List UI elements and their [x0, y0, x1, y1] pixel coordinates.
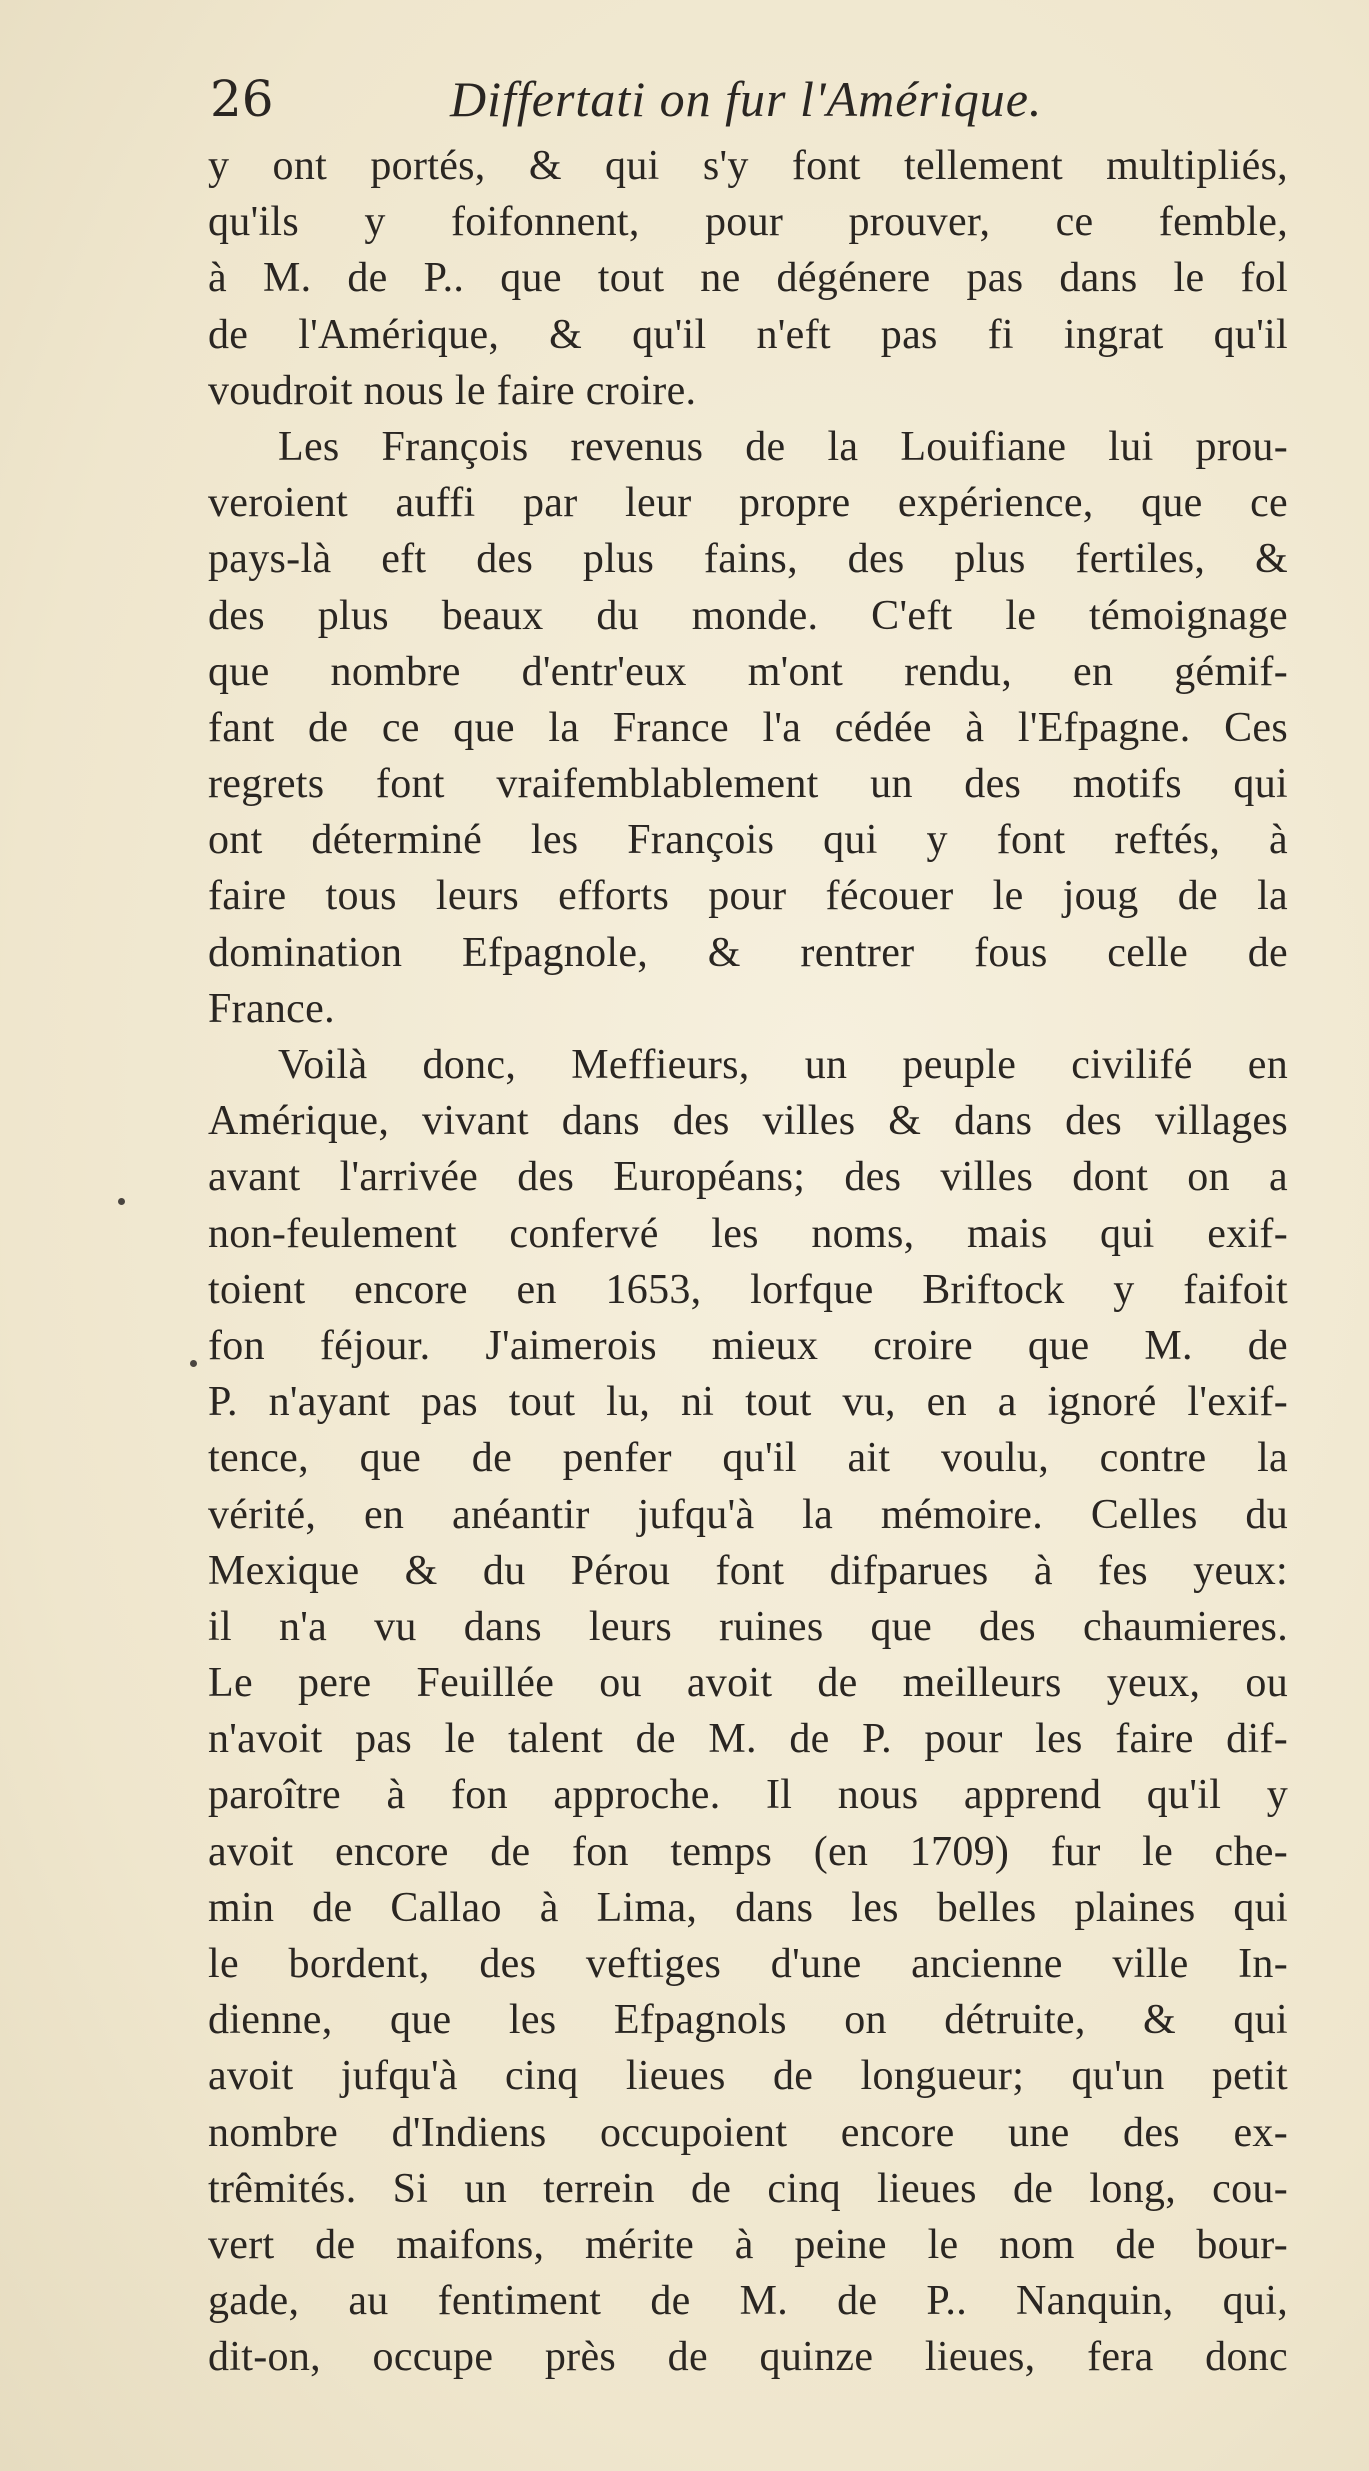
text-line: voudroit nous le faire croire. — [208, 367, 697, 414]
text-line: Le pere Feuillée ou avoit de meilleurs yeux, ou — [208, 1660, 1288, 1707]
text-line: min de Callao à Lima, dans les belles plaines qui — [208, 1884, 1288, 1931]
text-line: Les François revenus de la Louifiane lui prou- — [278, 423, 1288, 470]
text-line: domination Efpagnole, & rentrer fous celle de — [208, 929, 1288, 976]
text-line: des plus beaux du monde. C'eft le témoignage — [208, 592, 1288, 639]
margin-dot-mark — [190, 1360, 197, 1367]
text-line: regrets font vraifemblablement un des motifs qui — [208, 761, 1288, 808]
body-text — [208, 138, 1288, 2386]
text-line: ont déterminé les François qui y font reftés, à — [208, 817, 1288, 864]
margin-dot-mark — [118, 1198, 125, 1205]
page-number: 26 — [210, 70, 274, 128]
text-line: il n'a vu dans leurs ruines que des chaumieres. — [208, 1603, 1288, 1650]
text-line: Amérique, vivant dans des villes & dans des villages — [208, 1098, 1288, 1145]
text-line: tence, que de penfer qu'il ait voulu, contre la — [208, 1435, 1288, 1482]
text-line: vérité, en anéantir jufqu'à la mémoire. Celles du — [208, 1491, 1288, 1538]
text-line: dienne, que les Efpagnols on détruite, & qui — [208, 1997, 1288, 2044]
text-line: P. n'ayant pas tout lu, ni tout vu, en a ignoré l'exif- — [208, 1379, 1288, 1426]
text-line: non-feulement confervé les noms, mais qui exif- — [208, 1210, 1288, 1257]
text-line: y ont portés, & qui s'y font tellement multipliés, — [208, 143, 1288, 189]
text-line: n'avoit pas le talent de M. de P. pour les faire dif- — [208, 1716, 1288, 1763]
text-line: pays-là eft des plus fains, des plus fertiles, & — [208, 536, 1288, 583]
text-line: nombre d'Indiens occupoient encore une des ex- — [208, 2109, 1288, 2156]
text-line: que nombre d'entr'eux m'ont rendu, en gémif- — [208, 648, 1288, 695]
text-line: fon féjour. J'aimerois mieux croire que M. de — [208, 1322, 1288, 1369]
text-line: France. — [208, 985, 335, 1032]
text-line: Voilà donc, Meffieurs, un peuple civilifé en — [278, 1042, 1288, 1088]
text-line: faire tous leurs efforts pour fécouer le joug de la — [208, 873, 1288, 920]
text-line: gade, au fentiment de M. de P.. Nanquin, qui, — [208, 2278, 1288, 2325]
text-line: dit-on, occupe près de quinze lieues, fera donc — [208, 2334, 1288, 2381]
text-line: Mexique & du Pérou font difparues à fes yeux: — [208, 1547, 1288, 1594]
text-line: trêmités. Si un terrein de cinq lieues de long, cou- — [208, 2165, 1288, 2212]
text-line: avoit jufqu'à cinq lieues de longueur; qu'un petit — [208, 2053, 1288, 2100]
text-line: avoit encore de fon temps (en 1709) fur le che- — [208, 1828, 1288, 1875]
text-line: veroient auffi par leur propre expérience, que ce — [208, 480, 1288, 527]
text-line: qu'ils y foifonnent, pour prouver, ce femble, — [208, 199, 1288, 246]
text-line: avant l'arrivée des Européans; des villes dont on a — [208, 1154, 1288, 1201]
text-line: toient encore en 1653, lorfque Briftock y faifoit — [208, 1266, 1288, 1313]
page-header — [210, 62, 1310, 142]
text-line: le bordent, des veftiges d'une ancienne ville In- — [208, 1941, 1288, 1987]
text-line: vert de maifons, mérite à peine le nom de bour- — [208, 2221, 1288, 2268]
text-line: à M. de P.. que tout ne dégénere pas dans le fol — [208, 255, 1288, 302]
running-title: Differtati on fur l'Amérique. — [450, 71, 1043, 127]
text-line: de l'Amérique, & qu'il n'eft pas fi ingrat qu'il — [208, 311, 1288, 358]
text-line: fant de ce que la France l'a cédée à l'Efpagne. Ces — [208, 704, 1288, 751]
text-line: paroître à fon approche. Il nous apprend qu'il y — [208, 1772, 1288, 1819]
